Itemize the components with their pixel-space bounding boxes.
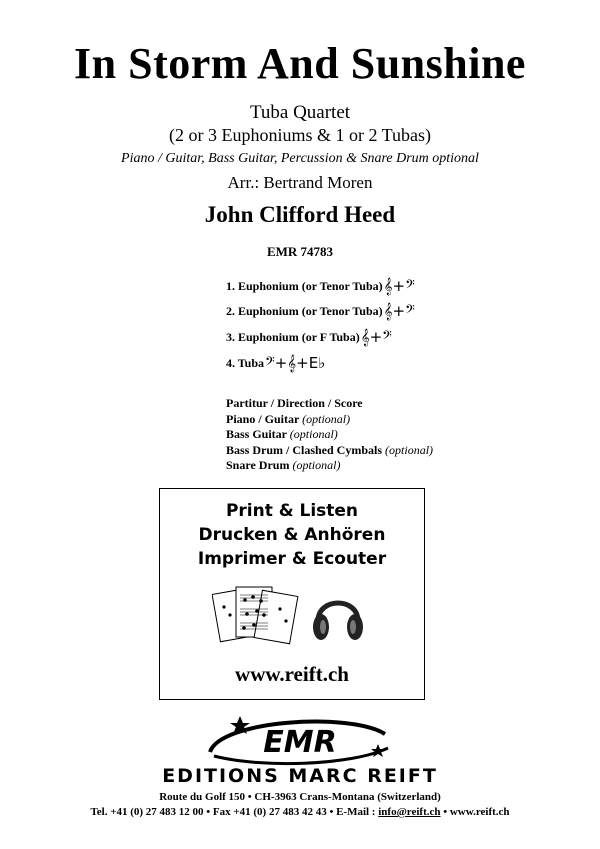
brand-name: EDITIONS MARC REIFT bbox=[162, 765, 438, 787]
promo-line: Print & Listen bbox=[225, 501, 359, 521]
arranger: Arr.: Bertrand Moren bbox=[227, 173, 373, 192]
clef-icon: 𝄞+𝄢 bbox=[383, 302, 415, 320]
list-item: Piano / Guitar (optional) bbox=[226, 411, 351, 426]
promo-line: Drucken & Anhören bbox=[198, 525, 386, 545]
email-link[interactable]: info@reift.ch bbox=[378, 806, 441, 818]
list-item: Bass Drum / Clashed Cymbals (optional) bbox=[226, 442, 434, 457]
score-list bbox=[226, 396, 433, 474]
part-label: 4. Tuba bbox=[226, 355, 265, 370]
emr-mark: EMR bbox=[263, 725, 337, 760]
clef-icon: 𝄢+𝄞+E♭ bbox=[265, 354, 326, 372]
emr-logo bbox=[200, 712, 400, 768]
promo-line: Imprimer & Ecouter bbox=[197, 549, 387, 569]
instrumentation: (2 or 3 Euphoniums & 1 or 2 Tubas) bbox=[168, 125, 431, 145]
optional-instruments: Piano / Guitar, Bass Guitar, Percussion & Snare Drum optional bbox=[121, 151, 479, 166]
part-label: 2. Euphonium (or Tenor Tuba) bbox=[226, 303, 383, 318]
composer: John Clifford Heed bbox=[204, 202, 396, 227]
clef-icon: 𝄞+𝄢 bbox=[360, 328, 392, 346]
part-item bbox=[226, 302, 415, 320]
sheet-music-icon bbox=[212, 581, 302, 651]
promo-box bbox=[159, 488, 425, 700]
subtitle: Tuba Quartet bbox=[249, 102, 351, 123]
part-label: 3. Euphonium (or F Tuba) bbox=[226, 329, 360, 344]
list-item: Partitur / Direction / Score bbox=[226, 396, 363, 410]
headphones-icon bbox=[310, 587, 366, 645]
list-item: Snare Drum (optional) bbox=[226, 458, 341, 472]
catalog-number: EMR 74783 bbox=[266, 244, 334, 259]
website-link[interactable]: www.reift.ch bbox=[235, 662, 349, 686]
footer-address: Route du Golf 150 • CH-3963 Crans-Montana (Switzerland) bbox=[159, 791, 441, 803]
list-item: Bass Guitar (optional) bbox=[226, 427, 338, 441]
part-item bbox=[226, 354, 325, 372]
footer-contact: Tel. +41 (0) 27 483 12 00 • Fax +41 (0) 27 483 42 43 • E-Mail : info@reift.ch • www.reift.ch bbox=[90, 806, 510, 818]
part-item bbox=[226, 328, 392, 346]
part-item bbox=[226, 277, 415, 295]
part-label: 1. Euphonium (or Tenor Tuba) bbox=[226, 278, 383, 293]
page-title: In Storm And Sunshine bbox=[74, 39, 526, 88]
clef-icon: 𝄞+𝄢 bbox=[383, 277, 415, 295]
